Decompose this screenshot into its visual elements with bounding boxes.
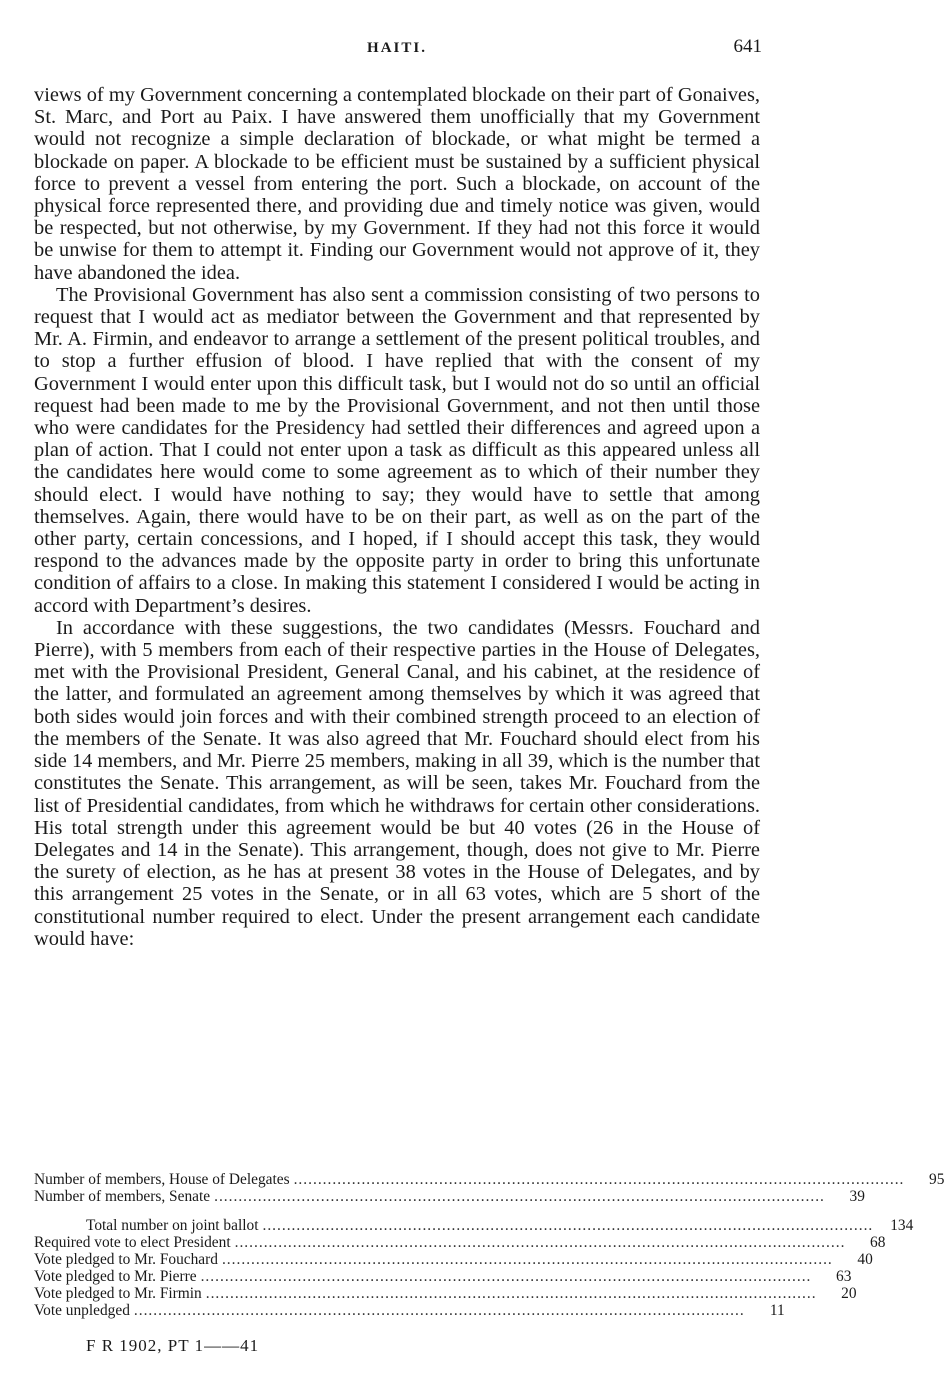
row-label: Vote pledged to Mr. Firmin xyxy=(34,1285,202,1302)
table-row xyxy=(34,1188,865,1205)
vote-tables xyxy=(34,1171,944,1319)
row-label: Number of members, House of Delegates xyxy=(34,1171,290,1188)
table-row xyxy=(34,1171,944,1188)
table-row xyxy=(34,1234,886,1251)
row-label: Vote unpledged xyxy=(34,1302,130,1319)
page-number: 641 xyxy=(733,36,762,57)
row-label: Vote pledged to Mr. Pierre xyxy=(34,1268,197,1285)
table-row xyxy=(34,1251,873,1268)
leader-dots: .............................................................................................................................. xyxy=(133,1302,745,1319)
row-label: Vote pledged to Mr. Fouchard xyxy=(34,1251,218,1268)
table-row xyxy=(34,1285,857,1302)
paragraph-1: views of my Government concerning a contemplated blockade on their part of Gonaives, St. Marc, and Port au Paix. I have answered them unofficially that my Government would not recognize a simple declaration of blockade, or what might be termed a blockade on paper. A blockade to be efficient must be sustained by a sufficient physical force to prevent a vessel from entering the port. Such a blockade, on account of the physical force represented there, and providing due and timely notice was given, would be respected, but not otherwise, by my Government. If they had not this force it would be unwise for them to attempt it. Finding our Government would not approve of it, they have abandoned the idea. xyxy=(34,84,760,284)
table-row xyxy=(34,1268,852,1285)
row-value: 63 xyxy=(836,1268,852,1285)
row-value: 20 xyxy=(841,1285,857,1302)
row-label: Required vote to elect President xyxy=(34,1234,231,1251)
table-gap xyxy=(34,1205,760,1217)
leader-dots: .............................................................................................................................. xyxy=(262,1217,874,1234)
row-label: Total number on joint ballot xyxy=(86,1217,259,1234)
signature-mark: F R 1902, PT 1——41 xyxy=(86,1336,260,1355)
body-text xyxy=(34,84,760,950)
paragraph-2: The Provisional Government has also sent a commission consisting of two persons to request that I would act as mediator between the Government and that represented by Mr. A. Firmin, and endeavor to arrange a settlement of the present political troubles, and to stop a further effusion of blood. I have replied that with the consent of my Government I would enter upon this difficult task, but I would not do so until an official request had been made to me by the Provisional Government, and not then until those who were candidates for the Presidency had settled their differences and agreed upon a plan of action. That I could not enter upon a task as difficult as this appeared unless all the candidates here would come to some agreement as to which of their number they should elect. I would have nothing to say; they would have to settle that among themselves. Again, there would have to be on their part, as well as on the part of the other party, certain concessions, and I hoped, if I should accept this task, they would respond to the advances made by the opposite party in order to bring this unfortunate condition of affairs to a close. In making this statement I considered I would be acting in accord with Department’s desires. xyxy=(34,283,760,617)
row-value: 134 xyxy=(890,1217,914,1234)
leader-dots: .............................................................................................................................. xyxy=(293,1171,905,1188)
row-value: 39 xyxy=(849,1188,865,1205)
table-row-total xyxy=(34,1217,914,1234)
row-label: Number of members, Senate xyxy=(34,1188,211,1205)
paragraph-3: In accordance with these suggestions, the two candidates (Messrs. Fouchard and Pierre), with 5 members from each of their respective parties in the House of Delegates, met with the Provisional President, General Canal, and his cabinet, at the residence of the latter, and formulated an agreement among themselves by which it was agreed that both sides would join forces and with their combined strength proceed to an election of the members of the Senate. It was also agreed that Mr. Fouchard should elect from his side 14 members, and Mr. Pierre 25 members, making in all 39, which is the number that constitutes the Senate. This arrangement, as will be seen, takes Mr. Fouchard from the list of Presidential candidates, from which he withdraws for certain other considerations. His total strength under this agreement would be but 40 votes (26 in the House of Delegates and 14 in the Senate). This arrangement, though, does not give to Mr. Pierre the surety of election, as he has at present 38 votes in the House of Delegates, and by this arrangement 25 votes in the Senate, or in all 63 votes, which are 5 short of the constitutional number required to elect. Under the present arrangement each candidate would have: xyxy=(34,616,760,950)
leader-dots: .............................................................................................................................. xyxy=(214,1188,825,1205)
running-title: HAITI. xyxy=(367,40,427,56)
row-value: 40 xyxy=(857,1251,873,1268)
row-value: 95 xyxy=(929,1171,944,1188)
document-page xyxy=(34,0,944,1380)
leader-dots: .............................................................................................................................. xyxy=(205,1285,817,1302)
row-value: 11 xyxy=(769,1302,785,1319)
leader-dots: .............................................................................................................................. xyxy=(200,1268,812,1285)
table-row xyxy=(34,1302,785,1319)
page-header xyxy=(34,36,760,60)
row-value: 68 xyxy=(870,1234,886,1251)
leader-dots: .............................................................................................................................. xyxy=(234,1234,846,1251)
leader-dots: .............................................................................................................................. xyxy=(221,1251,833,1268)
